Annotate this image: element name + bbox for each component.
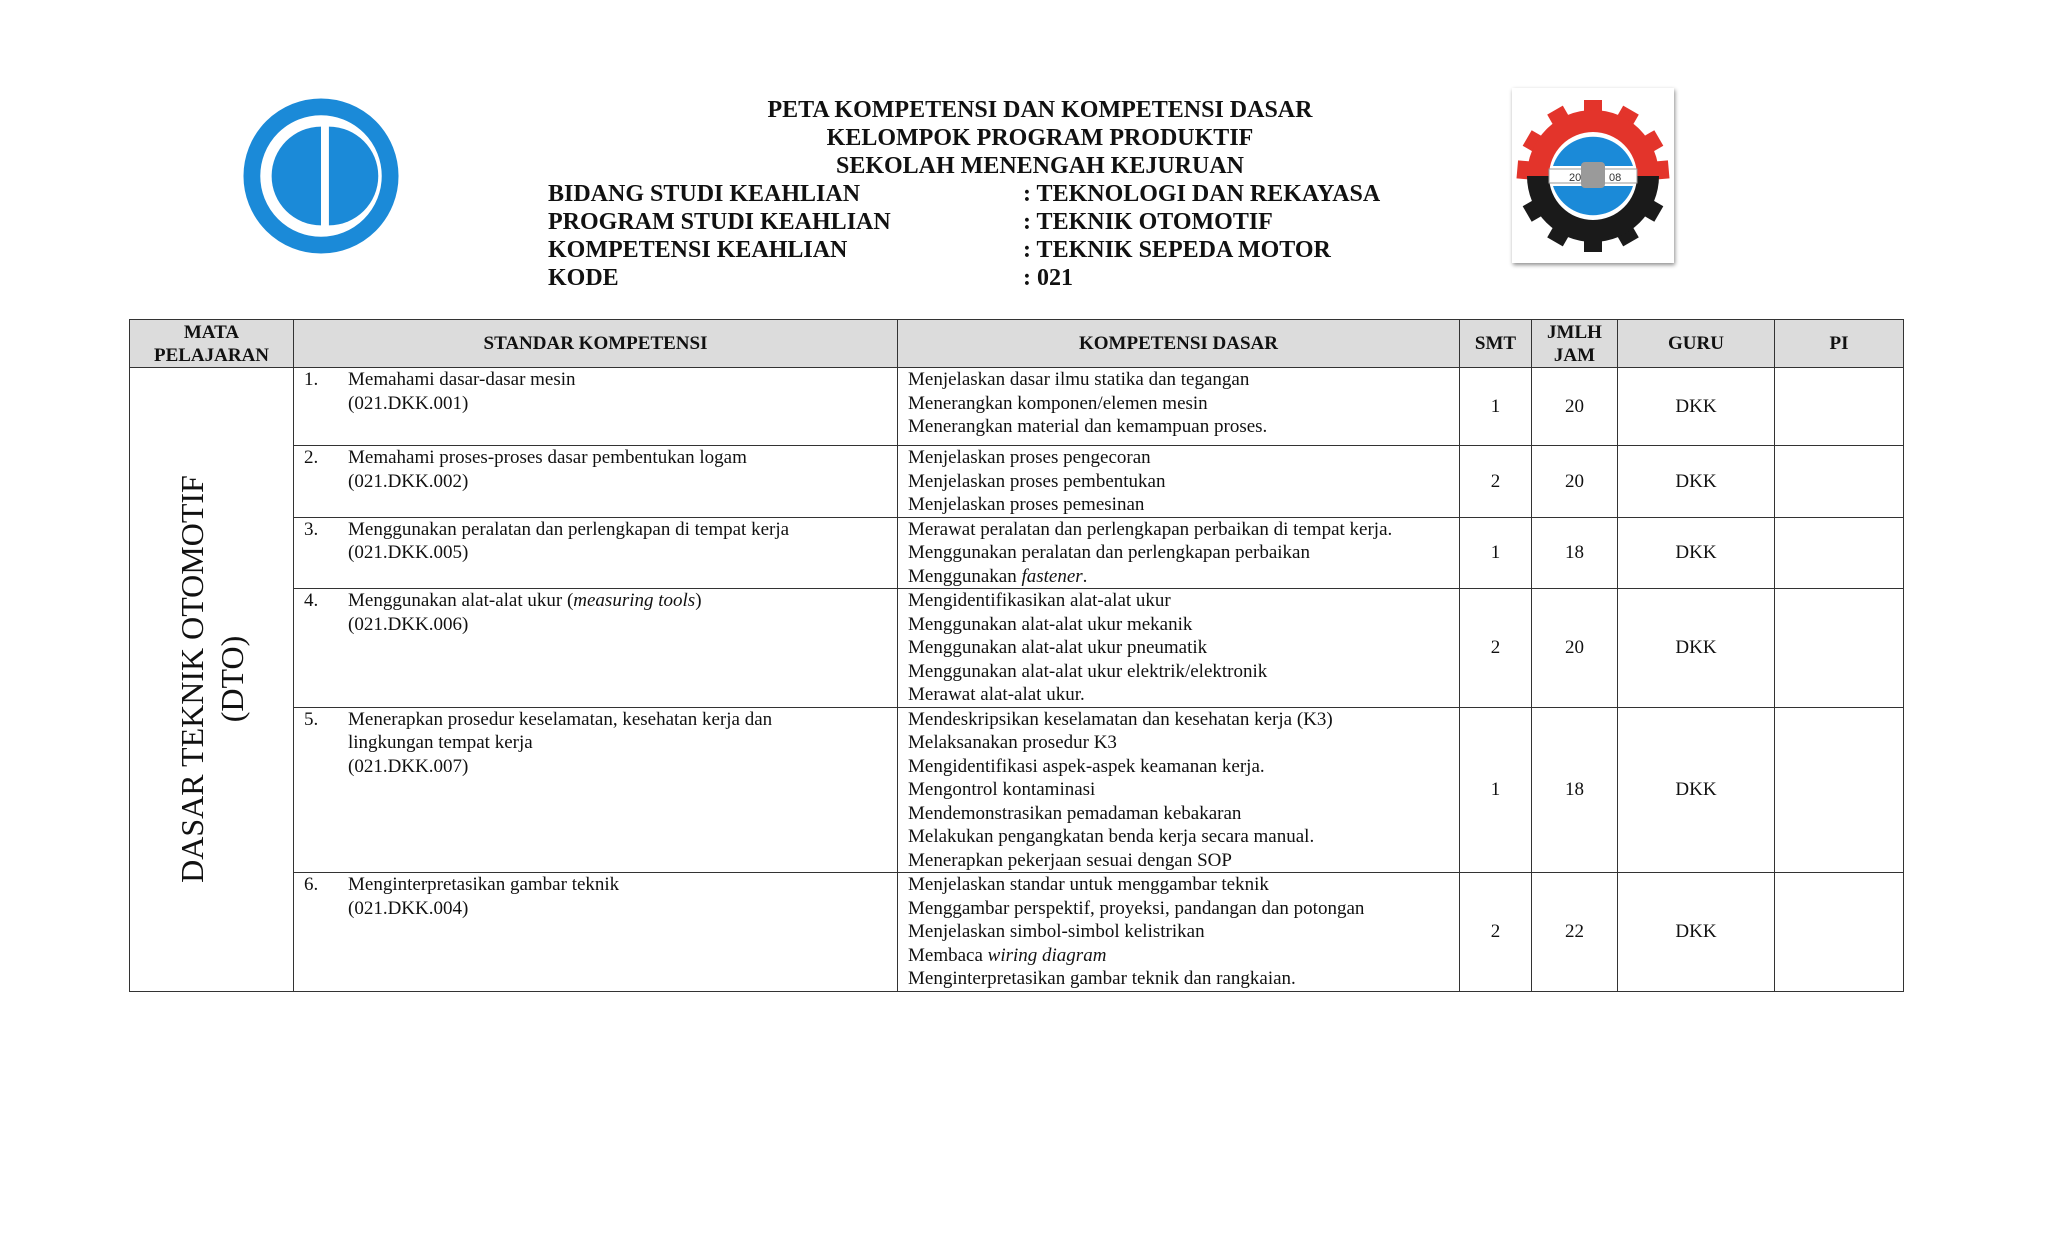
info-value: : TEKNOLOGI DAN REKAYASA [1023, 181, 1381, 207]
basic-competency-item: Menerapkan pekerjaan sesuai dengan SOP [908, 849, 1232, 871]
col-header-standard: STANDAR KOMPETENSI [294, 320, 898, 368]
teacher-cell: DKK [1618, 707, 1775, 873]
basic-competency-item: Mendemonstrasikan pemadaman kebakaran [908, 802, 1242, 824]
basic-competency-cell [898, 707, 1460, 873]
teacher-cell: DKK [1618, 446, 1775, 518]
standard-text: Memahami dasar-dasar mesin [348, 369, 576, 390]
standard-text: Menggunakan peralatan dan perlengkapan di tempat kerja [348, 518, 790, 540]
basic-competency-item: Mengidentifikasikan alat-alat ukur [908, 590, 1171, 611]
teacher-cell: DKK [1618, 873, 1775, 992]
standard-text: Menggunakan alat-alat ukur (measuring tools) [348, 590, 702, 611]
col-header-pi: PI [1775, 320, 1904, 368]
subject-cell [130, 368, 294, 992]
col-header-basic: KOMPETENSI DASAR [898, 320, 1460, 368]
basic-competency-item: Menerangkan komponen/elemen mesin [908, 392, 1208, 414]
basic-competency-item: Merawat peralatan dan perlengkapan perbaikan di tempat kerja. [908, 518, 1393, 540]
basic-competency-item: Melaksanakan prosedur K3 [908, 732, 1117, 753]
table-row [130, 873, 1904, 992]
basic-competency-item: Menggunakan fastener. [908, 565, 1088, 587]
basic-competency-item: Menjelaskan proses pemesinan [908, 494, 1145, 515]
basic-competency-item: Menggunakan alat-alat ukur pneumatik [908, 637, 1208, 658]
title-line-1: PETA KOMPETENSI DAN KOMPETENSI DASAR [767, 97, 1313, 123]
title-line-2: KELOMPOK PROGRAM PRODUKTIF [826, 125, 1254, 151]
standard-code: (021.DKK.004) [348, 897, 469, 919]
standard-number: 5. [304, 708, 319, 730]
basic-competency-item: Menggunakan peralatan dan perlengkapan perbaikan [908, 542, 1310, 563]
semester-cell: 1 [1460, 707, 1532, 873]
basic-competency-item: Menginterpretasikan gambar teknik dan rangkaian. [908, 968, 1296, 989]
standard-number: 4. [304, 590, 319, 611]
basic-competency-item: Menggunakan alat-alat ukur elektrik/elektronik [908, 660, 1268, 682]
standard-text: Menginterpretasikan gambar teknik [348, 874, 620, 895]
subject-code: (DTO) [213, 636, 250, 723]
standard-cell [294, 707, 898, 873]
table-row [130, 446, 1904, 518]
pi-cell [1775, 446, 1904, 518]
basic-competency-item: Menjelaskan standar untuk menggambar teknik [908, 874, 1269, 895]
pi-cell [1775, 368, 1904, 446]
standard-cell [294, 446, 898, 518]
standard-number: 2. [304, 447, 319, 468]
basic-competency-item: Mendeskripsikan keselamatan dan kesehatan kerja (K3) [908, 708, 1333, 730]
info-label: BIDANG STUDI KEAHLIAN [548, 181, 861, 207]
basic-competency-item: Menerangkan material dan kemampuan proses. [908, 416, 1268, 437]
basic-competency-cell [898, 446, 1460, 518]
standard-text: Menerapkan prosedur keselamatan, kesehatan kerja dan lingkungan tempat kerja [348, 708, 773, 753]
hours-cell: 18 [1532, 707, 1618, 873]
basic-competency-item: Merawat alat-alat ukur. [908, 684, 1085, 705]
basic-competency-item: Menggunakan alat-alat ukur mekanik [908, 613, 1193, 635]
hours-cell: 20 [1532, 589, 1618, 708]
semester-cell: 2 [1460, 446, 1532, 518]
basic-competency-cell [898, 368, 1460, 446]
teacher-cell: DKK [1618, 589, 1775, 708]
competency-table [129, 319, 1904, 992]
basic-competency-item: Mengidentifikasi aspek-aspek keamanan kerja. [908, 755, 1265, 777]
hours-cell: 20 [1532, 446, 1618, 518]
standard-code: (021.DKK.007) [348, 755, 469, 777]
semester-cell: 1 [1460, 368, 1532, 446]
hours-cell: 20 [1532, 368, 1618, 446]
col-header-subject: MATA PELAJARAN [130, 320, 294, 368]
basic-competency-item: Menjelaskan simbol-simbol kelistrikan [908, 921, 1205, 942]
info-value: : 021 [1023, 265, 1073, 291]
basic-competency-cell [898, 873, 1460, 992]
basic-competency-cell [898, 589, 1460, 708]
hours-cell: 22 [1532, 873, 1618, 992]
col-header-teacher: GURU [1618, 320, 1775, 368]
hours-cell: 18 [1532, 517, 1618, 589]
standard-number: 1. [304, 369, 319, 390]
table-row [130, 517, 1904, 589]
col-header-smt: SMT [1460, 320, 1532, 368]
standard-cell [294, 589, 898, 708]
standard-code: (021.DKK.005) [348, 542, 469, 563]
standard-code: (021.DKK.006) [348, 613, 469, 635]
logo-year-left: 20 [1569, 172, 1582, 184]
info-label: KOMPETENSI KEAHLIAN [548, 237, 848, 263]
table-header-row [130, 320, 1904, 368]
info-value: : TEKNIK OTOMOTIF [1023, 209, 1273, 235]
table-row [130, 589, 1904, 708]
school-logo [242, 97, 400, 255]
basic-competency-item: Mengontrol kontaminasi [908, 779, 1096, 800]
basic-competency-item: Membaca wiring diagram [908, 944, 1107, 966]
basic-competency-item: Melakukan pengangkatan benda kerja secara manual. [908, 826, 1315, 847]
basic-competency-item: Menggambar perspektif, proyeksi, pandangan dan potongan [908, 897, 1365, 919]
teacher-cell: DKK [1618, 517, 1775, 589]
teacher-cell: DKK [1618, 368, 1775, 446]
semester-cell: 2 [1460, 873, 1532, 992]
logo-year-right: 08 [1609, 172, 1622, 184]
semester-cell: 1 [1460, 517, 1532, 589]
standard-code: (021.DKK.001) [348, 392, 469, 414]
document-title [540, 96, 1540, 180]
info-label: KODE [548, 265, 619, 291]
pi-cell [1775, 707, 1904, 873]
table-row [130, 707, 1904, 873]
pi-cell [1775, 589, 1904, 708]
info-label: PROGRAM STUDI KEAHLIAN [548, 209, 891, 235]
basic-competency-item: Menjelaskan dasar ilmu statika dan tegangan [908, 369, 1250, 390]
standard-cell [294, 368, 898, 446]
basic-competency-cell [898, 517, 1460, 589]
semester-cell: 2 [1460, 589, 1532, 708]
basic-competency-item: Menjelaskan proses pengecoran [908, 447, 1151, 468]
basic-competency-item: Menjelaskan proses pembentukan [908, 470, 1166, 492]
standard-number: 3. [304, 518, 319, 540]
title-line-3: SEKOLAH MENENGAH KEJURUAN [835, 153, 1245, 179]
standard-text: Memahami proses-proses dasar pembentukan logam [348, 447, 747, 468]
col-header-hours: JMLH JAM [1532, 320, 1618, 368]
info-value: : TEKNIK SEPEDA MOTOR [1023, 237, 1331, 263]
subject-name: DASAR TEKNIK OTOMOTIF [173, 475, 210, 884]
standard-cell [294, 873, 898, 992]
standard-code: (021.DKK.002) [348, 470, 469, 492]
table-row [130, 368, 1904, 446]
standard-cell [294, 517, 898, 589]
pi-cell [1775, 873, 1904, 992]
standard-number: 6. [304, 874, 319, 895]
pi-cell [1775, 517, 1904, 589]
